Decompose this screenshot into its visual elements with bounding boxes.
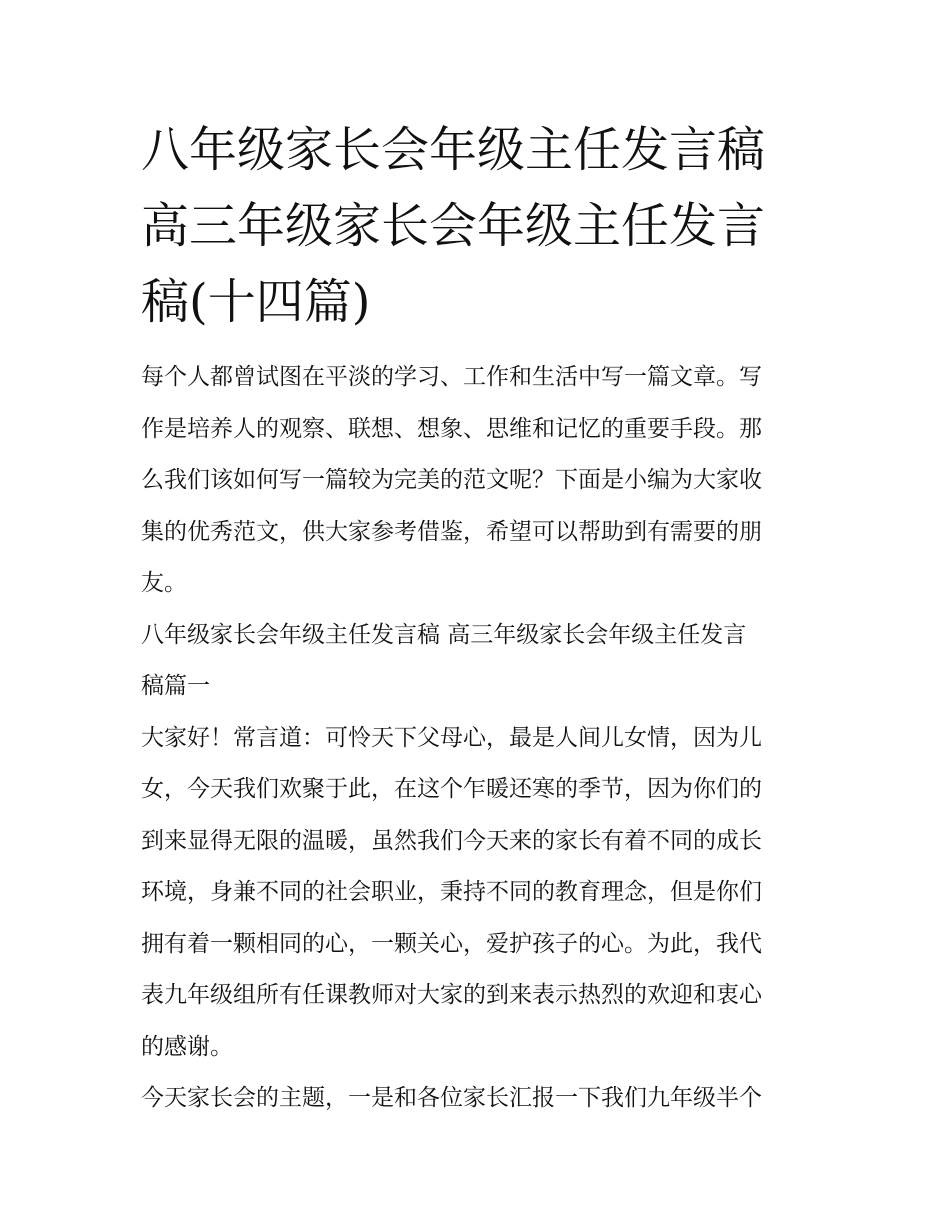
section-heading-line-1: 八年级家长会年级主任发言稿 高三年级家长会年级主任发言 <box>141 621 747 648</box>
section-heading <box>141 610 813 713</box>
title-line-3: 稿(十四篇) <box>141 274 371 330</box>
paragraph-2 <box>141 1073 813 1125</box>
document-body <box>141 352 813 1125</box>
intro-line-5: 友。 <box>141 570 187 596</box>
paragraph-1-line-4: 环境，身兼不同的社会职业，秉持不同的教育理念，但是你们 <box>141 879 762 905</box>
paragraph-1-line-6: 表九年级组所有任课教师对大家的到来表示热烈的欢迎和衷心 <box>141 982 762 1008</box>
title-line-1: 八年级家长会年级主任发言稿 <box>141 122 766 178</box>
title-line-2: 高三年级家长会年级主任发言 <box>141 198 766 254</box>
paragraph-1-line-3: 到来显得无限的温暖，虽然我们今天来的家长有着不同的成长 <box>141 827 762 854</box>
intro-line-4: 集的优秀范文，供大家参考借鉴，希望可以帮助到有需要的朋 <box>141 518 762 545</box>
paragraph-1 <box>141 713 813 1074</box>
paragraph-2-line-1: 今天家长会的主题，一是和各位家长汇报一下我们九年级半个 <box>141 1085 762 1111</box>
intro-line-2: 作是培养人的观察、联想、想象、思维和记忆的重要手段。那 <box>141 415 762 442</box>
document-title <box>141 112 813 340</box>
document-page <box>141 112 813 1125</box>
intro-paragraph <box>141 352 813 610</box>
intro-line-1: 每个人都曾试图在平淡的学习、工作和生活中写一篇文章。写 <box>141 364 762 390</box>
paragraph-1-line-2: 女，今天我们欢聚于此，在这个乍暖还寒的季节，因为你们的 <box>141 776 762 802</box>
paragraph-1-line-1: 大家好！常言道：可怜天下父母心，最是人间儿女情，因为儿 <box>141 724 762 751</box>
section-heading-line-2: 稿篇一 <box>141 673 210 699</box>
paragraph-1-line-7: 的感谢。 <box>141 1033 233 1060</box>
intro-line-3: 么我们该如何写一篇较为完美的范文呢？下面是小编为大家收 <box>141 467 762 493</box>
paragraph-1-line-5: 拥有着一颗相同的心，一颗关心，爱护孩子的心。为此，我代 <box>141 930 762 957</box>
